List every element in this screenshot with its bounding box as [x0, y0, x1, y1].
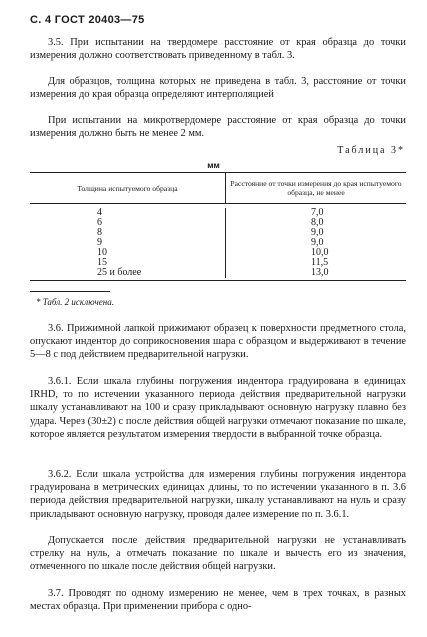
table-cell: 8,0: [311, 217, 324, 228]
paragraph-3-7: 3.7. Проводят по одному измерению не менее, чем в трех точках, в разных местах образца. При применении прибора с одно-: [30, 588, 406, 613]
table-cell: 13,0: [311, 267, 329, 278]
table-cell: 25 и более: [97, 267, 142, 278]
table-cell: 7,0: [311, 207, 324, 218]
footnote-rule: [30, 291, 110, 292]
paragraph-allowance: Допускается после действия предварительной нагрузки не устанавливать стрелку на нуль, а отмечать показание по шкале и вычесть его из значения, отмеченного по шкале после действия общей нагрузки.: [30, 535, 406, 573]
page-header: С. 4 ГОСТ 20403—75: [30, 14, 145, 26]
paragraph-3-5: 3.5. При испытании на твердомере расстояние от края образца до точки измерения должно соответствовать приведенному в табл. 3.: [30, 37, 406, 62]
table-cell: 10: [97, 247, 107, 258]
table-cell: 6: [97, 217, 102, 228]
table-header-row: [30, 173, 406, 204]
table-cell: 10,0: [311, 247, 329, 258]
table-cell: 9,0: [311, 227, 324, 238]
footnote: * Табл. 2 исключена.: [36, 297, 114, 307]
table-cell: 15: [97, 257, 107, 268]
paragraph-3-6-1: 3.6.1. Если шкала глубины погружения индентора градуирована в единицах IRHD, то по истечении указанного периода действия предварительной нагрузки шкалу устанавливают на 100 и сразу прикладывают основную нагрузку плавно без удара. Через (30±2) с после действия общей нагрузки отмечают показание по шкале, которое является результатом измерения твердости в выбранной точке образца.: [30, 376, 406, 440]
thickness-column: [30, 208, 226, 278]
paragraph-microhardness: При испытании на микротвердомере расстояние от края образца до точки измерения должно быть не менее 2 мм.: [30, 115, 406, 140]
column-header-distance: Расстояние от точки измерения до края испытуемого образца, не менее: [230, 179, 402, 197]
column-header-thickness: Толщина испытуемого образца: [30, 173, 226, 203]
table-cell: 9: [97, 237, 102, 248]
paragraph-3-6: 3.6. Прижимной лапкой прижимают образец к поверхности предметного стола, опускают индентор до соприкосновения шара с образцом и выдерживают в течение 5—8 с под действием предварительной нагрузки.: [30, 323, 406, 361]
table-cell: 4: [97, 207, 102, 218]
table-unit: мм: [207, 160, 220, 170]
distance-column: [226, 208, 406, 278]
table-cell: 11,5: [311, 257, 329, 268]
table-cell: 9,0: [311, 237, 324, 248]
paragraph-3-6-2: 3.6.2. Если шкала устройства для измерения глубины погружения индентора градуирована в метрических единицах длины, то по истечении указанного в п. 3.6 периода действия предварительной нагрузки, шкалу устанавливают на нуль и сразу прикладывают основную нагрузку, проводя далее измерение по п. 3.6.1.: [30, 469, 406, 520]
table-body: [30, 204, 406, 280]
table-3: [30, 172, 406, 281]
paragraph-interpolation: Для образцов, толщина которых не приведена в табл. 3, расстояние от точки измерения до края образца определяют интерполяцией: [30, 76, 406, 101]
table-title: Таблица 3*: [337, 145, 405, 156]
table-cell: 8: [97, 227, 102, 238]
